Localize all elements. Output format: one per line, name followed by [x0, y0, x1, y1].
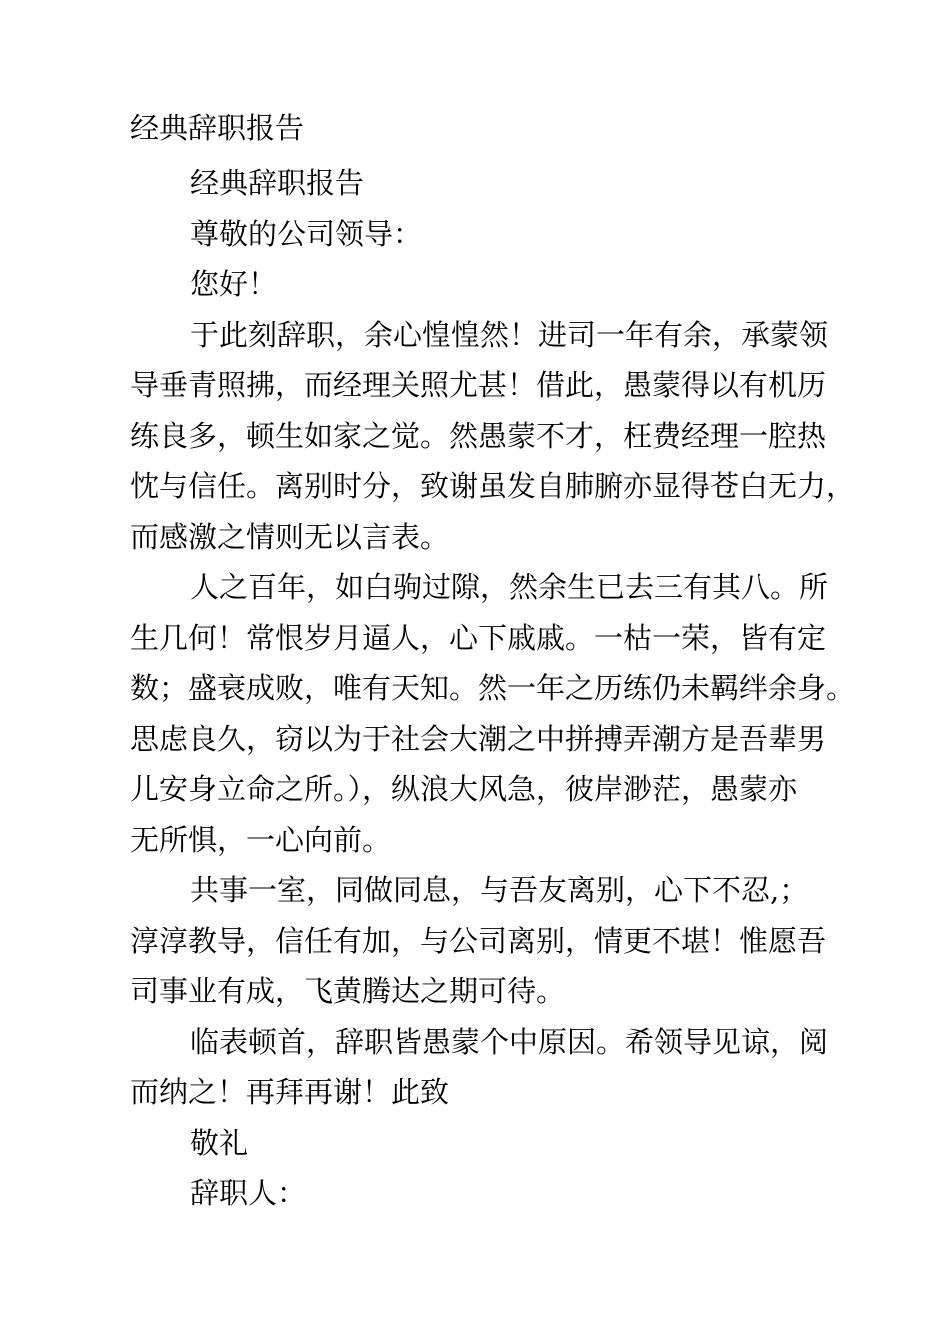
text-line: 无所惧，一心向前。 [130, 822, 392, 857]
text-line: 尊敬的公司领导： [190, 216, 423, 251]
document-title: 经典辞职报告 [130, 111, 305, 145]
text-line: 而纳之！再拜再谢！此致 [130, 1075, 450, 1109]
text-line: 儿安身立命之所。），纵浪大风急，彼岸渺茫，愚蒙亦 [130, 772, 798, 806]
text-line: 人之百年，如白驹过隙，然余生已去三有其八。所 [190, 570, 829, 604]
text-line: 经典辞职报告 [190, 166, 365, 200]
text-line: 临表顿首，辞职皆愚蒙个中原因。希领导见谅，阅 [190, 1024, 829, 1059]
text-line: 练良多，顿生如家之觉。然愚蒙不才，枉费经理一腔热 [130, 418, 827, 453]
text-line: 于此刻辞职，余心惶惶然！进司一年有余，承蒙领 [190, 317, 829, 352]
document-body [130, 158, 856, 1219]
text-line: 辞职人： [190, 1176, 307, 1210]
text-line: 敬礼 [190, 1125, 249, 1160]
text-line: 思虑良久，窃以为于社会大潮之中拼搏弄潮方是吾辈男 [130, 721, 827, 756]
text-line: 生几何！常恨岁月逼人，心下戚戚。一枯一荣，皆有定 [130, 620, 827, 655]
text-line: 而感激之情则无以言表。 [130, 519, 450, 554]
text-line: 司事业有成，飞黄腾达之期可待。 [130, 974, 566, 1008]
text-line: 导垂青照拂，而经理关照尤甚！借此，愚蒙得以有机历 [130, 368, 827, 402]
text-line: 共事一室，同做同息，与吾友离别，心下不忍,； [190, 873, 809, 907]
text-line: 淳淳教导，信任有加，与公司离别，情更不堪！惟愿吾 [130, 923, 827, 958]
text-line: 忱与信任。离别时分，致谢虽发自肺腑亦显得苍白无力， [130, 469, 856, 503]
text-line: 数；盛衰成败，唯有天知。然一年之历练仍未羁绊余身。 [130, 671, 856, 705]
text-line: 您好！ [190, 267, 278, 301]
